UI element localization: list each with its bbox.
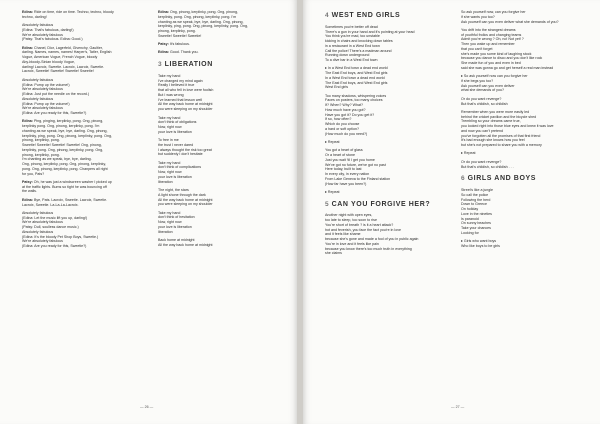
lyric-line: behind the cricket pavilion and the bicycle shed bbox=[461, 114, 537, 119]
lyric-stanza bbox=[22, 46, 140, 75]
lyric-line: kerplinky, ping, pong. Ong, pinong, kerplinky, pong. Ong, bbox=[22, 133, 112, 138]
lyric-line: Take my hand bbox=[158, 115, 181, 120]
lyric-line: All the way back home at midnight bbox=[158, 102, 213, 107]
lyric-stanza bbox=[461, 151, 579, 156]
lyric-line: pinong, kerplinky, pong. bbox=[22, 152, 60, 157]
lyric-stanza bbox=[158, 238, 276, 248]
lyric-line: Take my hand bbox=[158, 73, 181, 78]
speaker-name: Patsy: bbox=[158, 42, 169, 47]
lyric-line: chanting as we speak, bye, bye, darling. Ong, pinong, bbox=[22, 128, 108, 133]
lyric-line: chanting as we speak, bye, bye, darling. Ong, pinong, bbox=[158, 19, 244, 24]
lyric-stanza bbox=[461, 10, 579, 24]
lyric-line: Vogue, American Vogue, French Vogue, bloody bbox=[22, 55, 98, 60]
lyric-stanza bbox=[22, 211, 140, 249]
lyric-line: Faces on posters, too many choices bbox=[325, 98, 383, 103]
lyric-line: (Edina: Are you ready for this, Sweetie?) bbox=[22, 244, 87, 249]
lyric-stanza bbox=[158, 211, 276, 235]
lyric-line: Take my hand bbox=[158, 210, 181, 215]
lyric-stanza bbox=[158, 42, 276, 47]
lyric-stanza bbox=[461, 97, 579, 107]
lyric-line: at the traffic lights. Bums so tight he was bouncing off bbox=[22, 184, 107, 189]
lyric-stanza bbox=[22, 180, 140, 194]
lyric-line: In every city, in every nation bbox=[325, 172, 370, 177]
lyric-line: I always thought the risk too great bbox=[158, 147, 212, 152]
lyric-line: but she's not prepared to share you with a memory bbox=[461, 143, 542, 148]
lyric-line: Edina: Ride on time, ride on time. Techno, techno, bloody bbox=[22, 10, 114, 14]
lyric-line: Patsy: It's fabulous. bbox=[158, 42, 190, 47]
lyric-line: Take your chances bbox=[461, 226, 491, 231]
lyric-line: On sunny beaches bbox=[461, 221, 491, 226]
lyric-stanza bbox=[461, 160, 579, 170]
right-col-2 bbox=[461, 10, 579, 252]
lyric-stanza bbox=[22, 23, 140, 42]
lyric-line: On holiday bbox=[461, 207, 479, 212]
lyric-line: of youthful frolics and changing teams bbox=[461, 32, 522, 37]
lyric-line: (Edina: It's the bloody Pet Shop Boys, Sweetie.) bbox=[22, 234, 99, 239]
speaker-name: Edina: bbox=[22, 10, 33, 14]
lyric-line: If? When? Why? What? bbox=[325, 103, 363, 108]
lyric-line: Lacroix, Sweetie. La-La-La-Lacroix. bbox=[22, 202, 79, 207]
lyric-line: if she begs you too? bbox=[461, 78, 494, 83]
lyric-stanza bbox=[325, 94, 443, 137]
lyric-line: But I was wrong bbox=[158, 92, 184, 97]
lyric-line: Who like boys to be girls bbox=[461, 243, 500, 248]
lyric-stanza bbox=[22, 78, 140, 116]
lyric-line: Ong, pinong, kerplinky, pong. Ong, pinong, kerplinky, bbox=[22, 162, 106, 167]
lyric-line: I've learned that lesson well bbox=[158, 97, 203, 102]
lyric-line: you were sleeping on my shoulder bbox=[158, 107, 213, 112]
lyric-line: Edina: Ong, pinong, kerplinky, pong. Ong, pinong, bbox=[158, 10, 239, 14]
chorus-arrow-icon: ▸ bbox=[461, 151, 463, 156]
lyric-stanza bbox=[325, 66, 443, 90]
lyric-line: in a restaurant in a West End town bbox=[325, 43, 380, 48]
lyric-line: Take my hand bbox=[158, 160, 181, 165]
lyric-line: The East End boys, and West End girls bbox=[325, 71, 388, 76]
lyric-line: If so, how often? bbox=[325, 117, 352, 122]
lyric-line: a hard or soft option? bbox=[325, 126, 359, 131]
lyric-line: and now you can't pretend bbox=[461, 128, 504, 133]
speaker-name: Patsy: bbox=[22, 179, 33, 184]
lyric-line: (Edina: Pump up the volume!) bbox=[22, 101, 70, 106]
lyric-line: It's bad enough she knows how you feel bbox=[461, 138, 525, 143]
lyric-line: Then you wake up and remember bbox=[461, 42, 515, 47]
lyric-line: You drift into the strangest dreams bbox=[461, 27, 516, 32]
lyric-line: Now, right now bbox=[158, 220, 182, 225]
lyric-line: She made fun of you and even in bed bbox=[461, 61, 521, 66]
lyric-line: You got a heart of glass bbox=[325, 148, 363, 153]
lyric-line: Here today, built to last bbox=[325, 167, 362, 172]
lyric-stanza bbox=[158, 50, 276, 55]
lyric-line: because you know there's too much truth in everything bbox=[325, 246, 412, 251]
lyric-line: There's a gun in your hand and it's pointing at your head bbox=[325, 29, 415, 34]
lyric-stanza bbox=[158, 138, 276, 157]
lyric-line: Absolutely fabulous bbox=[22, 229, 54, 234]
chorus-arrow-icon: ▸ bbox=[325, 140, 327, 145]
lyric-line: Really I believed it true bbox=[158, 83, 195, 88]
lyric-stanza bbox=[461, 239, 579, 249]
lyric-line: Back home at midnight bbox=[158, 238, 195, 242]
lyric-line: Just you wait 'til I get you home bbox=[325, 157, 375, 162]
lyric-line: liberation bbox=[158, 179, 173, 184]
lyric-line: techno, darling! bbox=[22, 14, 47, 19]
speaker-name: Edina: bbox=[22, 45, 33, 50]
lyric-line: So call the police bbox=[461, 192, 489, 197]
lyric-line: (Edina: Pump up the volume!) bbox=[22, 82, 70, 87]
lyric-line: kerplinky, pong. Ong, pinong, kerplinky, pong. Ong, bbox=[22, 147, 104, 152]
lyric-line: for you, Pats? bbox=[22, 171, 45, 176]
lyric-line: Following the herd bbox=[461, 197, 491, 202]
lyric-line: Edina: Bye, Pats. Lacroix, Sweetie. Lacroix, Sweetie. bbox=[22, 197, 108, 202]
lyric-line: you looked right into those blue eyes and knew it was love bbox=[461, 124, 554, 129]
lyric-line: We're absolutely fabulous bbox=[22, 220, 63, 225]
lyric-line: From Lake Geneva to the Finland station bbox=[325, 176, 391, 181]
section-heading-liberation bbox=[158, 63, 276, 68]
lyric-line: don't think of complications bbox=[158, 165, 202, 170]
right-page bbox=[303, 0, 600, 424]
lyric-stanza bbox=[461, 110, 579, 148]
lyric-stanza bbox=[22, 198, 140, 208]
lyric-line: Ask yourself can you even deliver what she demands of you? bbox=[461, 19, 559, 24]
lyric-line: Have you got it? Do you get it? bbox=[325, 112, 375, 117]
lyric-line: All the way back home at midnight bbox=[158, 242, 213, 247]
lyric-line: (Edina: That's fabulous, darling!) bbox=[22, 27, 74, 32]
lyric-line: she claims bbox=[325, 251, 342, 256]
lyric-line: You're short of breath ? is it a heart attack? bbox=[325, 222, 394, 227]
page-number-right: — 27 — bbox=[451, 405, 465, 409]
lyric-line: darling! Lacroix, Sweetie. Lacroix, Lacroix, Sweetie. bbox=[22, 64, 105, 69]
lyric-line: pinong, kerplinky, pong. bbox=[22, 138, 60, 143]
lyric-line: (Edina: Let the music lift you up, darling!) bbox=[22, 215, 88, 220]
lyric-line: Patsy: Oh, he was just a windscreen washer I picked up bbox=[22, 179, 112, 184]
lyric-line: because you dance to disco and you don't like rock bbox=[461, 56, 543, 61]
lyric-line: darling. Names, names, names! Harper's, Tatler, English bbox=[22, 50, 112, 55]
lyric-line: too late to sleep, too soon to rise bbox=[325, 218, 377, 223]
chorus-arrow-icon: ▸ bbox=[461, 239, 463, 244]
lyric-line: (Edina: Just put the needle on the record.) bbox=[22, 92, 90, 97]
chorus-arrow-icon: ▸ bbox=[461, 74, 463, 79]
lyric-line: pinong, kerplinky, pong. bbox=[158, 29, 196, 33]
lyric-line: if she wants you too? bbox=[461, 14, 495, 19]
lyric-line: your love is liberation bbox=[158, 129, 192, 134]
lyric-line: (Patsy: Dull, soulless dance music.) bbox=[22, 225, 79, 230]
lyric-line: your love is liberation bbox=[158, 174, 192, 179]
lyric-line: Lacroix, Sweetie! Sweetie! Sweetie! Sweetie! bbox=[22, 69, 94, 74]
lyric-line: liberation bbox=[158, 229, 173, 234]
lyric-stanza bbox=[461, 28, 579, 71]
lyric-line: your love is liberation bbox=[158, 224, 192, 229]
speaker-name: Edina: bbox=[158, 50, 169, 55]
section-title: LIBERATION bbox=[164, 61, 213, 69]
lyric-line: she's made you some kind of laughing stock bbox=[461, 51, 532, 56]
lyric-stanza bbox=[325, 148, 443, 186]
lyric-line: To a dive bar in a West End town bbox=[325, 58, 378, 62]
lyric-line: But that's childish, so childish . . . bbox=[461, 164, 514, 169]
lyric-line: Absolutely fabulous bbox=[22, 210, 54, 215]
lyric-line: kerplinky, ping, pong. Ong, pinong, kerplinky, pong. Ong, bbox=[158, 24, 248, 29]
lyric-line: Running down underground bbox=[325, 53, 370, 58]
lyric-line: (Edina: Are you ready for this, Sweetie?) bbox=[22, 111, 87, 116]
lyric-stanza bbox=[461, 188, 579, 236]
lyric-line: Love in the nineties bbox=[461, 211, 492, 216]
section-number: 3 bbox=[158, 61, 162, 69]
lyric-line: You're in love and it feels like pain bbox=[325, 241, 379, 246]
lyric-stanza bbox=[325, 140, 443, 145]
lyric-stanza bbox=[158, 74, 276, 112]
right-col-1 bbox=[325, 10, 443, 260]
lyric-line: hot and feverish, you face the fact you're in love bbox=[325, 227, 402, 232]
lyric-line: The East End boys, and West End girls bbox=[325, 80, 388, 85]
lyric-line: To free in me bbox=[158, 138, 179, 143]
lyric-line: (How much do you need?) bbox=[325, 131, 368, 136]
lyric-line: Or a heart of stone bbox=[325, 153, 355, 158]
lyric-line: the trust I never dared bbox=[158, 142, 194, 147]
lyric-line: Absolutely fabulous bbox=[22, 23, 54, 28]
lyric-line: don't think of hesitation bbox=[158, 215, 195, 220]
chorus-arrow-icon: ▸ bbox=[325, 66, 327, 71]
lyric-line: Edina: Chanel, Dior, Lagerfeld, Givenchy, Gaultier, bbox=[22, 45, 103, 50]
lyric-line: Or do you want revenge? bbox=[461, 96, 502, 101]
lyric-stanza bbox=[325, 25, 443, 63]
lyric-line: We're absolutely fabulous bbox=[22, 32, 63, 37]
lyric-line: We're absolutely fabulous bbox=[22, 87, 63, 92]
lyric-line: Absolutely fabulous bbox=[22, 77, 54, 82]
lyric-line: what she demands of you? bbox=[461, 88, 504, 93]
lyric-line: But that's childish, so childish bbox=[461, 101, 508, 106]
left-col-1 bbox=[22, 10, 140, 253]
section-number: 5 bbox=[325, 200, 329, 208]
lyric-line: So ask yourself now, can you forgive her bbox=[461, 10, 526, 14]
speaker-name: Edina: bbox=[22, 119, 33, 124]
lyric-line: Admit you're wrong ? Oh, no! Not yet! ? bbox=[461, 37, 524, 42]
lyric-line: Looking for bbox=[461, 230, 479, 235]
lyric-line: I've changed my mind again bbox=[158, 78, 203, 83]
lyric-stanza bbox=[158, 188, 276, 207]
lyric-line: The night, the stars bbox=[158, 188, 189, 193]
lyric-line: How much have you got? bbox=[325, 107, 366, 112]
lyric-line: Another night with open eyes, bbox=[325, 213, 373, 218]
lyric-line: kerplinky, pong. Ong, pinong, kerplinky, pong. I'm bbox=[158, 14, 237, 19]
lyric-line: you've forgotten all the promises of that first friend bbox=[461, 133, 541, 138]
lyric-line: Sweetie! Sweetie! Sweetie! bbox=[158, 33, 202, 38]
speaker-name: Edina: bbox=[158, 10, 169, 14]
lyric-line: Sometimes you're better off dead bbox=[325, 24, 378, 29]
lyric-line: We've got no future, we've got no past bbox=[325, 162, 386, 167]
lyric-line: (Patsy: That's fabulous. Edina: Good.) bbox=[22, 37, 83, 42]
lyric-line: the walls. bbox=[22, 189, 37, 194]
lyric-line: don't think of obligations bbox=[158, 120, 197, 125]
lyric-line: In a West End town a dead end world bbox=[327, 66, 388, 71]
lyric-line: Repeat bbox=[327, 140, 340, 145]
lyric-line: In a West End town a dead end world bbox=[325, 75, 385, 80]
lyric-line: Repeat bbox=[327, 189, 340, 194]
lyric-stanza bbox=[325, 190, 443, 195]
lyric-stanza bbox=[22, 119, 140, 176]
lyric-line: Sweetie! Sweetie! Sweetie! Sweetie! Ong, pinong, bbox=[22, 143, 102, 148]
lyric-line: Call the police! There's a madman around bbox=[325, 48, 392, 53]
lyric-line: that all who fell in love were foolish bbox=[158, 88, 214, 93]
lyric-line: pong. Ong, pinong, kerplinky, pong. Chanpers all right bbox=[22, 166, 108, 171]
lyric-line: you were sleeping on my shoulder bbox=[158, 202, 213, 207]
lyric-stanza bbox=[22, 10, 140, 20]
lyric-line: Now, right now bbox=[158, 125, 182, 130]
lyric-stanza bbox=[158, 116, 276, 135]
section-title: GIRLS AND BOYS bbox=[467, 175, 537, 183]
lyric-line: We're absolutely fabulous bbox=[22, 106, 63, 111]
speaker-name: Edina: bbox=[22, 197, 33, 202]
lyric-line: Too many shadows, whispering voices bbox=[325, 93, 387, 98]
lyric-line: that you can't forget bbox=[461, 46, 493, 51]
lyric-line: We're absolutely fabulous bbox=[22, 239, 63, 244]
lyric-line: Is paranoid bbox=[461, 216, 479, 221]
lyric-stanza bbox=[158, 161, 276, 185]
lyric-line: Trembling so your dreams came true, bbox=[461, 119, 521, 124]
lyric-line: Now, right now bbox=[158, 170, 182, 175]
left-col-2 bbox=[158, 10, 276, 251]
lyric-line: said she was gonna go and get herself a real man instead bbox=[461, 65, 554, 70]
lyric-stanza bbox=[325, 213, 443, 256]
lyric-stanza bbox=[158, 10, 276, 39]
lyric-line: Girls who want boys bbox=[463, 239, 497, 244]
lyric-line: Down to Greece bbox=[461, 202, 487, 207]
lyric-line: (How far have you been?) bbox=[325, 181, 367, 186]
lyric-line: Edina: Ping, pinging, kerplinky, pong. Ong, pinong, bbox=[22, 119, 104, 124]
lyric-line: Aby-bloody-Sinian bloody Vogue, bbox=[22, 59, 75, 64]
section-number: 4 bbox=[325, 12, 329, 19]
lyric-line: but suddenly I don't hesitate bbox=[158, 152, 203, 157]
lyric-line: Street's like a jungle bbox=[461, 188, 494, 193]
section-heading-west-end-girls bbox=[325, 14, 443, 19]
section-heading-girls-and-boys bbox=[461, 177, 579, 182]
section-title: CAN YOU FORGIVE HER? bbox=[331, 200, 431, 208]
lyric-line: I'm chanting as we speak, bye, bye, darling. bbox=[22, 157, 92, 162]
lyric-line: A light shone through the dark bbox=[158, 192, 206, 197]
lyric-line: Edina: Good. Thank you. bbox=[158, 50, 199, 55]
lyric-line: and it feels like shame bbox=[325, 232, 361, 237]
lyric-line: Or do you want revenge? bbox=[461, 159, 502, 164]
lyric-line: Ask yourself can you even deliver bbox=[461, 83, 515, 88]
left-page bbox=[0, 0, 297, 424]
section-title: WEST END GIRLS bbox=[331, 12, 401, 19]
lyric-line: Remember when you were more easily led bbox=[461, 109, 530, 114]
lyric-line: Which do you choose bbox=[325, 122, 360, 127]
lyric-stanza bbox=[461, 74, 579, 93]
lyric-line: All the way back home at midnight bbox=[158, 197, 213, 202]
lyric-line: So ask yourself now can you forgive her bbox=[463, 74, 528, 79]
lyric-line: You think you're mad, too unstable bbox=[325, 34, 380, 39]
lyric-line: West End girls bbox=[325, 85, 349, 90]
section-heading-can-you-forgive-her bbox=[325, 200, 443, 208]
lyric-line: Absolutely fabulous bbox=[22, 96, 54, 101]
lyric-line: Repeat bbox=[463, 151, 476, 156]
lyric-line: kerplinky pong. Ong, pinong, kerplinky, pong. I'm bbox=[22, 124, 100, 129]
chorus-arrow-icon: ▸ bbox=[325, 189, 327, 194]
lyric-line: kicking in chairs and knocking down tables bbox=[325, 39, 393, 43]
lyric-line: because she's gone and made a fool of you in public again bbox=[325, 237, 419, 242]
page-number-left: — 26 — bbox=[140, 405, 154, 409]
section-number: 6 bbox=[461, 175, 465, 183]
